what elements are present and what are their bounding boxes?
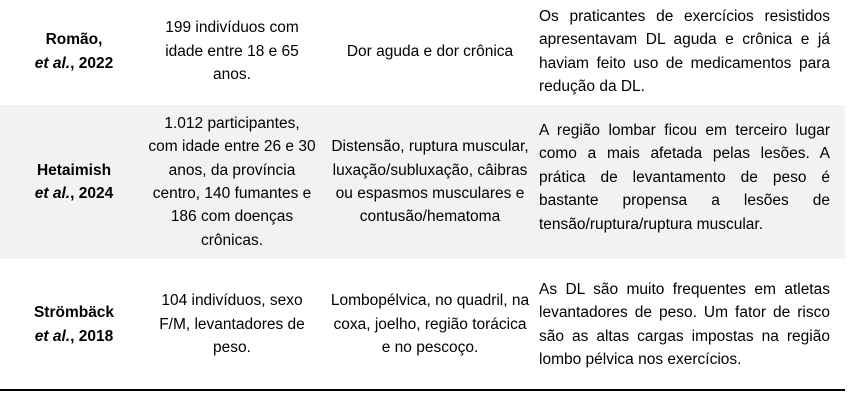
- result-cell: [539, 0, 830, 103]
- result-text: Os praticantes de exercícios resistidos apresentavam DL aguda e crônica e já haviam feito uso de medicamentos para redução da DL.: [539, 7, 830, 95]
- author-name: Romão,: [45, 31, 103, 49]
- result-cell: [539, 105, 830, 259]
- author-etal: et al.: [34, 327, 71, 345]
- table-bottom-rule: [0, 389, 845, 391]
- author-name: Hetaimish: [36, 161, 112, 179]
- author-year: , 2022: [70, 54, 114, 72]
- injury-cell: Lombopélvica, no quadril, na coxa, joelho, região torácica e no pescoço.: [330, 292, 530, 357]
- injury-cell: Distensão, ruptura muscular, luxação/subluxação, câibras ou espasmos musculares e contusão/hematoma: [331, 138, 529, 226]
- author-etal: et al.: [34, 54, 71, 72]
- sample-cell: 1.012 participantes, com idade entre 26 e 30 anos, da província centro, 140 fumantes e 186 com doenças crônicas.: [148, 114, 316, 249]
- sample-cell: 104 indivíduos, sexo F/M, levantadores de peso.: [159, 292, 305, 357]
- author-name: Strömbäck: [33, 304, 115, 322]
- table-row: [0, 105, 845, 259]
- result-cell: [539, 261, 830, 388]
- author-cell: [0, 261, 148, 388]
- author-year: , 2024: [70, 185, 114, 202]
- result-text: As DL são muito frequentes em atletas levantadores de peso. Um fator de risco são as altas cargas impostas na região lombo pélvica nos exercícios.: [539, 280, 830, 368]
- author-cell: [0, 0, 148, 103]
- injury-cell: Dor aguda e dor crônica: [346, 42, 514, 60]
- table-row: [0, 261, 845, 388]
- author-cell: [0, 105, 148, 259]
- sample-cell: 199 indivíduos com idade entre 18 e 65 anos.: [165, 19, 299, 84]
- table-row: [0, 0, 845, 103]
- result-text: A região lombar ficou em terceiro lugar como a mais afetada pelas lesões. A prática de levantamento de peso é bastante propensa a lesões de tensão/ruptura/ruptura muscular.: [539, 122, 830, 233]
- author-year: , 2018: [70, 327, 114, 345]
- author-etal: et al.: [34, 185, 71, 202]
